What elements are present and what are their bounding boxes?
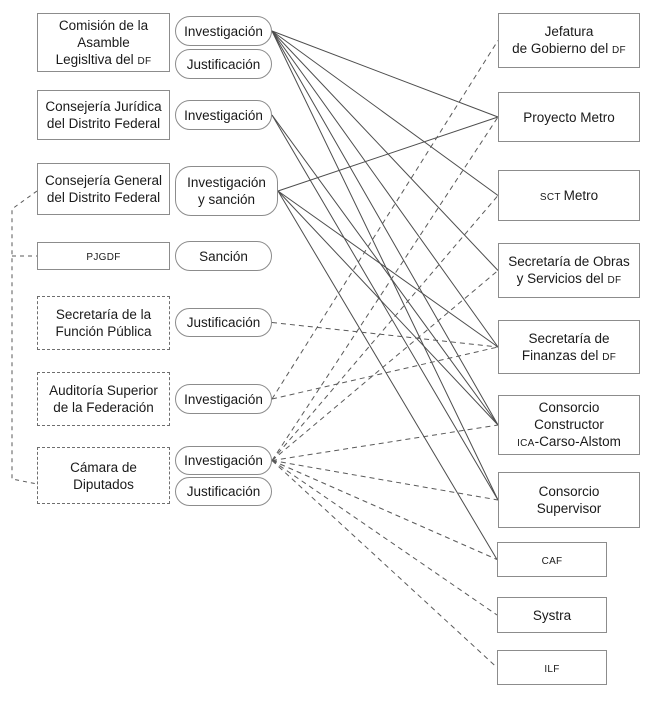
- label-text: Consejería General: [44, 173, 163, 188]
- label-line: [187, 56, 261, 73]
- camara-justificacion-oval: [175, 477, 272, 506]
- pjgdf-sancion-oval: [175, 241, 272, 271]
- label-line: [55, 323, 151, 340]
- label-line: [49, 382, 158, 399]
- label-text: Constructor: [534, 417, 604, 433]
- label-line: [187, 483, 261, 500]
- consorcio-constructor-box: [498, 395, 640, 455]
- label-text: -Carso-Alstom: [534, 434, 621, 450]
- edge-aldf-investigacion-to-proyecto-metro: [272, 31, 498, 117]
- bracket-vertical: [12, 191, 37, 484]
- label-line: [537, 500, 602, 517]
- label-line: [184, 107, 263, 124]
- general-investigacion-sancion-oval: [175, 166, 278, 216]
- secretaria-finanzas-box: [498, 320, 640, 374]
- consejeria-juridica-box: [37, 90, 170, 140]
- label-line: [47, 115, 160, 132]
- label-text: Cámara de: [70, 459, 137, 475]
- label-line: [542, 551, 563, 569]
- label-text: Justificación: [186, 484, 261, 499]
- label-line: [517, 433, 621, 451]
- label-text: Consorcio: [538, 484, 600, 499]
- label-text: y sanción: [197, 192, 256, 207]
- label-line: [534, 416, 604, 433]
- label-text: Comisión de la: [58, 17, 149, 33]
- label-line: [545, 23, 594, 40]
- systra-box: [497, 597, 607, 633]
- label-text: Diputados: [73, 476, 134, 492]
- label-text: Metro: [563, 187, 599, 203]
- label-text: y Servicios del: [516, 271, 608, 287]
- label-smallcaps: ILF: [544, 663, 560, 675]
- consorcio-supervisor-box: [498, 472, 640, 528]
- consejeria-general-box: [37, 163, 170, 215]
- edge-aldf-investigacion-to-sct-metro: [272, 31, 498, 196]
- edge-aldf-investigacion-to-consorcio-supervisor: [272, 31, 498, 500]
- label-line: [56, 51, 152, 69]
- label-line: [53, 399, 154, 416]
- label-smallcaps: DF: [602, 351, 617, 363]
- label-text: de la Federación: [53, 400, 154, 415]
- label-line: [539, 483, 600, 500]
- label-text: Justificación: [186, 315, 261, 330]
- label-line: [533, 607, 571, 624]
- label-line: [86, 247, 120, 265]
- label-text: Consejería Jurídica: [45, 99, 162, 114]
- label-line: [56, 306, 151, 323]
- label-smallcaps: ICA: [517, 438, 535, 450]
- label-text: Investigación: [184, 391, 263, 407]
- label-text: Supervisor: [536, 501, 602, 516]
- label-line: [528, 330, 609, 347]
- label-text: Investigación: [184, 107, 263, 123]
- sct-metro-box: [498, 170, 640, 221]
- aldf-investigacion-oval: [175, 16, 272, 46]
- ilf-box: [497, 650, 607, 685]
- label-line: [199, 248, 248, 265]
- edge-camara-investigacion-to-ilf: [272, 461, 497, 668]
- label-text: Jefatura: [544, 24, 594, 40]
- camara-investigacion-oval: [175, 446, 272, 475]
- camara-diputados-box: [37, 447, 170, 504]
- label-line: [70, 459, 137, 476]
- label-line: [508, 253, 630, 270]
- label-line: [184, 391, 263, 408]
- label-text: Systra: [532, 607, 572, 623]
- label-line: [522, 347, 616, 365]
- label-text: Proyecto Metro: [523, 109, 615, 125]
- label-line: [184, 23, 263, 40]
- label-text: Sanción: [199, 248, 248, 264]
- auditoria-superior-box: [37, 372, 170, 426]
- edge-camara-investigacion-to-proyecto-metro: [272, 117, 498, 461]
- label-line: [184, 452, 263, 469]
- label-smallcaps: DF: [137, 55, 152, 67]
- edge-asf-investigacion-to-secretaria-finanzas: [272, 347, 498, 399]
- asf-investigacion-oval: [175, 384, 272, 414]
- label-text: Investigación: [184, 453, 263, 468]
- label-line: [59, 17, 148, 34]
- edge-aldf-investigacion-to-secretaria-obras: [272, 31, 498, 271]
- jefatura-gobierno-box: [498, 13, 640, 68]
- proyecto-metro-box: [498, 92, 640, 142]
- label-text: Finanzas del: [521, 347, 603, 363]
- label-line: [77, 34, 130, 51]
- edge-general-investigacion-sancion-to-proyecto-metro: [278, 117, 498, 191]
- label-line: [187, 314, 261, 331]
- comision-aldf-box: [37, 13, 170, 72]
- edge-camara-investigacion-to-sct-metro: [272, 196, 498, 461]
- label-text: Función Pública: [55, 324, 152, 339]
- label-line: [47, 189, 160, 206]
- label-line: [73, 476, 134, 493]
- label-smallcaps: CAF: [541, 555, 563, 567]
- label-text: Consorcio: [538, 400, 600, 416]
- label-smallcaps: SCT: [539, 191, 564, 203]
- label-line: [45, 172, 162, 189]
- label-line: [512, 40, 626, 58]
- pjgdf-box: [37, 242, 170, 270]
- edge-aldf-investigacion-to-secretaria-finanzas: [272, 31, 498, 347]
- juridica-investigacion-oval: [175, 100, 272, 130]
- label-text: del Distrito Federal: [46, 116, 161, 131]
- edge-general-investigacion-sancion-to-caf: [278, 191, 497, 560]
- label-text: Secretaría de la: [55, 307, 152, 322]
- edge-camara-investigacion-to-consorcio-supervisor: [272, 461, 498, 501]
- label-line: [187, 174, 266, 191]
- label-text: Secretaría de Obras: [508, 254, 630, 270]
- label-line: [523, 109, 615, 126]
- sfp-justificacion-oval: [175, 308, 272, 337]
- label-text: Investigación: [184, 23, 263, 39]
- label-line: [540, 187, 598, 205]
- edge-sfp-justificacion-to-secretaria-finanzas: [272, 323, 498, 348]
- label-line: [544, 659, 559, 677]
- aldf-justificacion-oval: [175, 49, 272, 79]
- label-text: Auditoría Superior: [49, 383, 158, 398]
- label-smallcaps: DF: [611, 45, 626, 57]
- label-text: Investigación: [187, 175, 266, 190]
- secretaria-funcion-publica-box: [37, 296, 170, 350]
- edge-juridica-investigacion-to-consorcio-constructor: [272, 115, 498, 425]
- edge-asf-investigacion-to-jefatura-gobierno: [272, 41, 498, 400]
- label-smallcaps: DF: [607, 275, 622, 287]
- label-text: Legisltiva del: [55, 51, 138, 67]
- secretaria-obras-box: [498, 243, 640, 298]
- label-text: del Distrito Federal: [46, 190, 161, 205]
- label-text: Asamble: [77, 34, 130, 50]
- edge-camara-investigacion-to-systra: [272, 461, 497, 616]
- label-text: de Gobierno del: [512, 41, 612, 57]
- label-line: [517, 270, 622, 288]
- label-text: Justificación: [186, 56, 261, 72]
- label-line: [45, 98, 161, 115]
- label-line: [198, 191, 255, 208]
- label-line: [539, 399, 600, 416]
- label-text: Secretaría de: [528, 330, 610, 346]
- label-smallcaps: PJGDF: [86, 252, 121, 264]
- edge-juridica-investigacion-to-consorcio-supervisor: [272, 115, 498, 500]
- caf-box: [497, 542, 607, 577]
- edge-camara-investigacion-to-caf: [272, 461, 497, 560]
